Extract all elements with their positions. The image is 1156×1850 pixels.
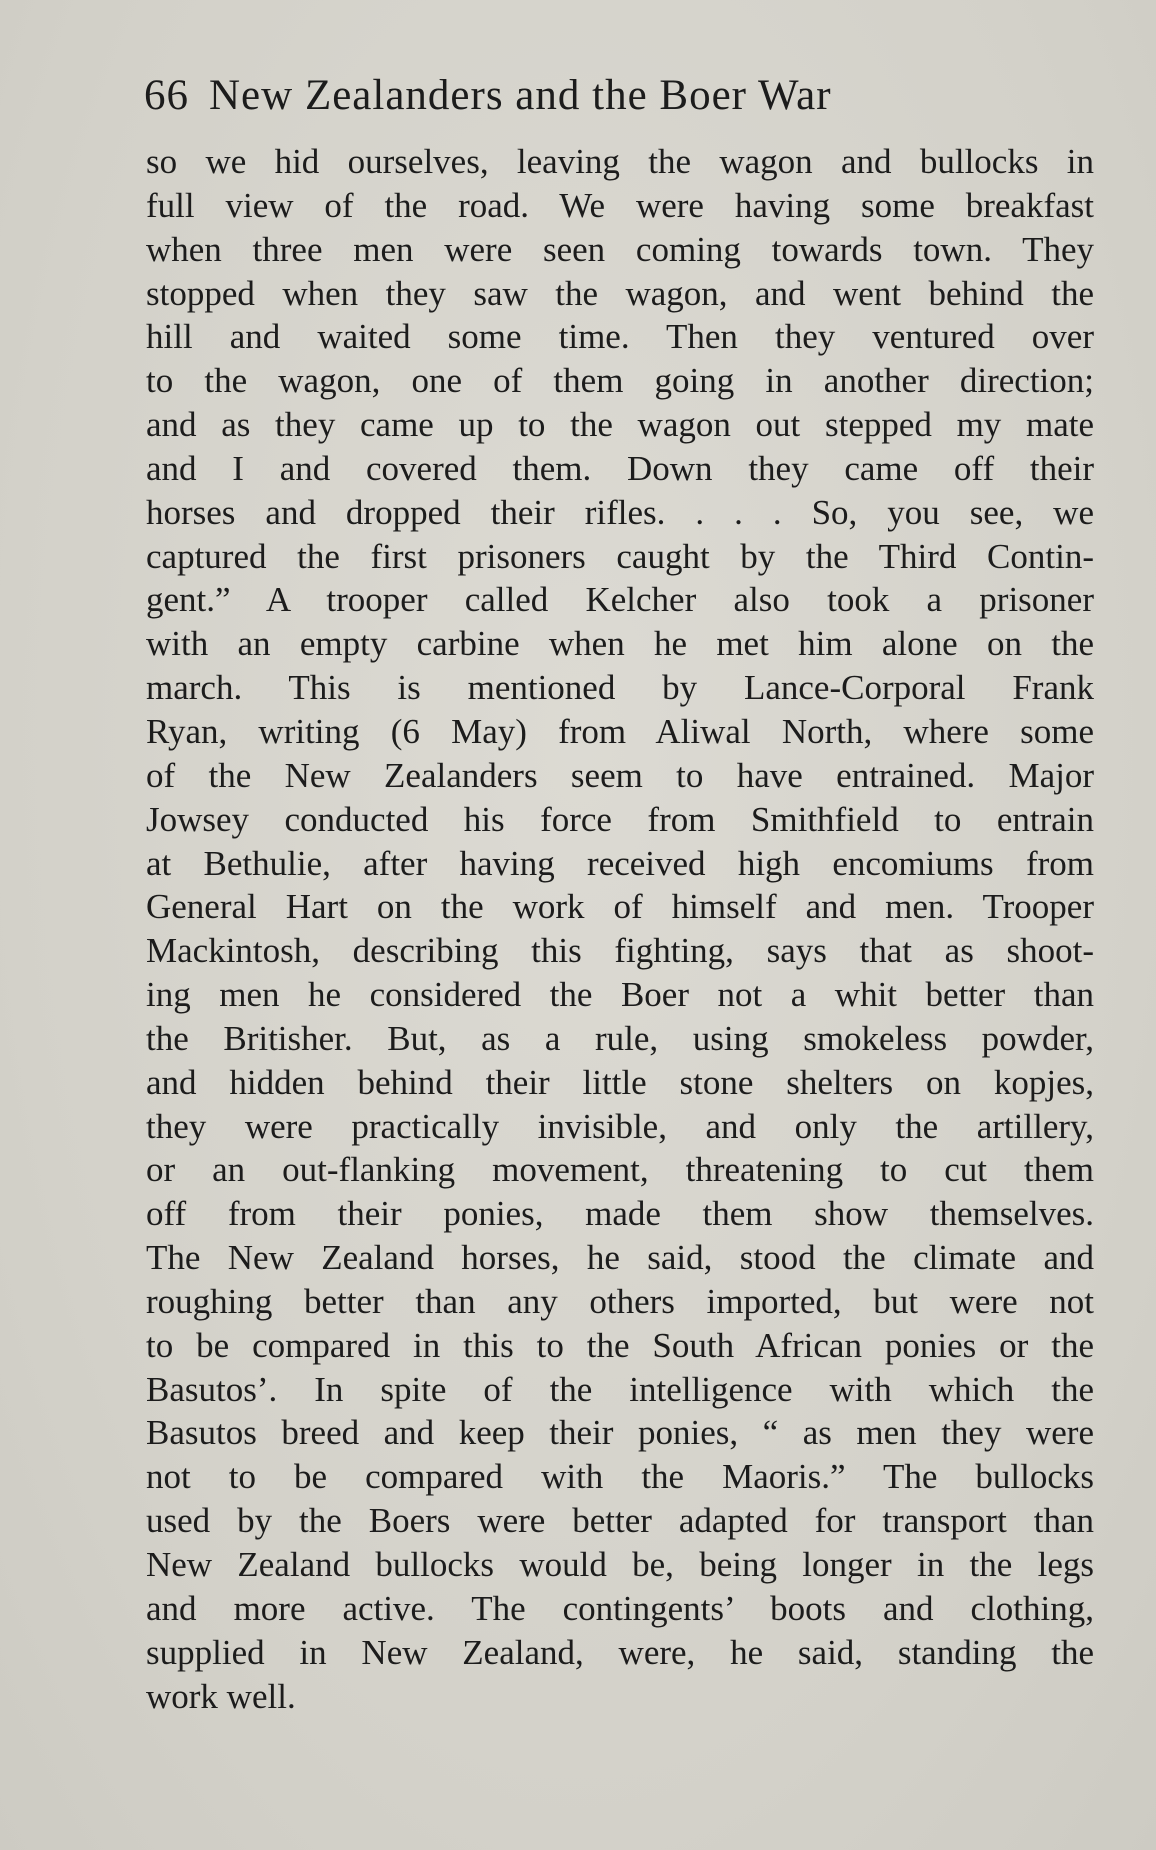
text-line: gent.” A trooper called Kelcher also took a prisoner — [146, 580, 1094, 620]
text-line: at Bethulie, after having received high encomiums from — [146, 843, 1094, 883]
text-line: not to be compared with the Maoris.” The bullocks — [146, 1457, 1094, 1497]
text-line: Jowsey conducted his force from Smithfield to entrain — [146, 799, 1094, 839]
text-line: when three men were seen coming towards town. They — [146, 229, 1094, 269]
text-line: ing men he considered the Boer not a whit better than — [146, 975, 1094, 1015]
text-line: so we hid ourselves, leaving the wagon and bullocks in — [146, 142, 1094, 181]
text-line: or an out-flanking movement, threatening to cut them — [146, 1150, 1094, 1190]
text-line: stopped when they saw the wagon, and went behind the — [146, 273, 1094, 313]
text-line: Mackintosh, describing this fighting, says that as shoot- — [146, 931, 1094, 971]
text-line: Basutos’. In spite of the intelligence with which the — [146, 1369, 1094, 1409]
text-line: The New Zealand horses, he said, stood the climate and — [146, 1238, 1094, 1278]
text-line: captured the first prisoners caught by the Third Contin- — [146, 536, 1094, 576]
text-line: the Britisher. But, as a rule, using smokeless powder, — [146, 1018, 1094, 1058]
text-line: to the wagon, one of them going in another direction; — [146, 361, 1094, 401]
text-line: and I and covered them. Down they came off their — [146, 448, 1094, 488]
text-line: full view of the road. We were having some breakfast — [146, 185, 1094, 225]
text-line: supplied in New Zealand, were, he said, standing the — [146, 1632, 1094, 1672]
text-line: of the New Zealanders seem to have entrained. Major — [146, 755, 1094, 795]
text-line: and more active. The contingents’ boots and clothing, — [146, 1588, 1094, 1628]
text-line: they were practically invisible, and only the artillery, — [146, 1106, 1094, 1146]
text-line: work well. — [146, 1676, 296, 1716]
text-line: and hidden behind their little stone shelters on kopjes, — [146, 1062, 1094, 1102]
running-head — [144, 68, 1024, 124]
text-line: and as they came up to the wagon out stepped my mate — [146, 405, 1094, 445]
text-line: march. This is mentioned by Lance-Corporal Frank — [146, 668, 1094, 708]
running-title: New Zealanders and the Boer War — [209, 72, 832, 119]
text-line: General Hart on the work of himself and men. Trooper — [146, 887, 1094, 927]
text-line: Basutos breed and keep their ponies, “ as men they were — [146, 1413, 1094, 1453]
body-text — [146, 140, 1094, 1718]
text-line: used by the Boers were better adapted for transport than — [146, 1501, 1094, 1541]
text-line: hill and waited some time. Then they ventured over — [146, 317, 1094, 357]
text-line: New Zealand bullocks would be, being longer in the legs — [146, 1545, 1094, 1584]
text-line: horses and dropped their rifles. . . . So, you see, we — [146, 492, 1094, 532]
text-line: to be compared in this to the South African ponies or the — [146, 1325, 1094, 1365]
page-number: 66 — [144, 72, 189, 119]
text-line: with an empty carbine when he met him alone on the — [146, 624, 1094, 664]
text-line: off from their ponies, made them show themselves. — [146, 1194, 1094, 1234]
text-line: roughing better than any others imported, but were not — [146, 1281, 1094, 1321]
text-line: Ryan, writing (6 May) from Aliwal North, where some — [146, 711, 1094, 751]
